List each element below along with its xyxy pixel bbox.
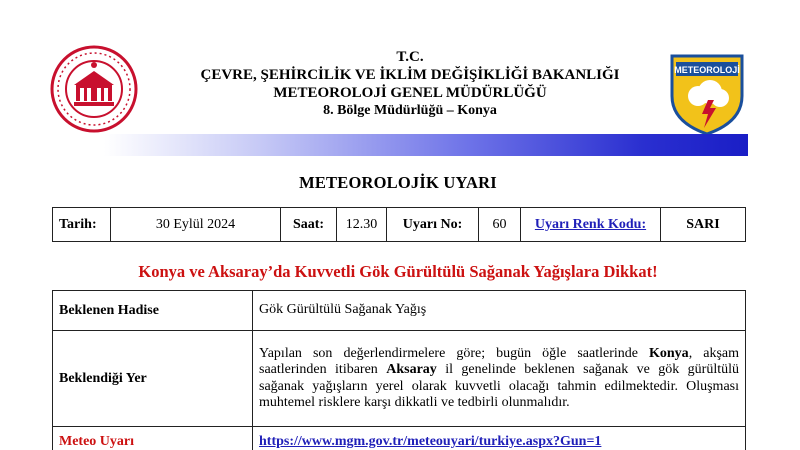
header-gradient-bar [48, 134, 748, 156]
location-text-2: , akşam saatlerinden itibaren [259, 345, 739, 377]
warning-meta-table [52, 207, 746, 242]
event-label: Beklenen Hadise [53, 291, 253, 331]
table-row [53, 427, 746, 450]
event-value: Gök Gürültülü Sağanak Yağış [253, 291, 746, 331]
location-text-3: il genelinde beklenen sağanak ve gök gürültülü sağanak yağışların yerel olarak kuvvetli olacağı tahmin edilmektedir. Oluşması muhtemel risklere karşı dikkatli ve tedbirli olunmalıdır. [259, 362, 739, 410]
color-code-value: SARI [661, 208, 746, 242]
meteoroloji-logo [668, 52, 746, 136]
meteo-warning-label: Meteo Uyarı [53, 427, 253, 450]
location-bold-konya: Konya [649, 345, 689, 361]
date-label: Tarih: [53, 208, 111, 242]
location-label: Beklendiği Yer [53, 331, 253, 427]
header-directorate: METEOROLOJİ GENEL MÜDÜRLÜĞÜ [273, 85, 547, 101]
color-code-label-cell [521, 208, 661, 242]
time-value: 12.30 [337, 208, 387, 242]
meteo-url-cell [253, 427, 746, 450]
location-text-1: Yapılan son değerlendirmelere göre; bugün öğle saatlerinde [259, 345, 649, 361]
date-value: 30 Eylül 2024 [111, 208, 281, 242]
header-tc: T.C. [396, 49, 424, 65]
warning-details-table [52, 290, 746, 450]
warning-headline: Konya ve Aksaray’da Kuvvetli Gök Gürültülü Sağanak Yağışlara Dikkat! [138, 262, 658, 281]
document-title: METEOROLOJİK UYARI [299, 173, 497, 192]
meta-row [53, 208, 746, 242]
ministry-seal-logo [50, 45, 138, 133]
warning-no-value: 60 [479, 208, 521, 242]
location-description [253, 331, 746, 427]
warning-no-label: Uyarı No: [387, 208, 479, 242]
color-code-link[interactable]: Uyarı Renk Kodu: [534, 216, 647, 232]
meteo-warning-link[interactable]: https://www.mgm.gov.tr/meteouyari/turkiye.aspx?Gun=1 [259, 433, 602, 449]
table-row [53, 291, 746, 331]
header-ministry: ÇEVRE, ŞEHİRCİLİK VE İKLİM DEĞİŞİKLİĞİ BAKANLIĞI [200, 67, 620, 83]
table-row [53, 331, 746, 427]
header-regional-office: 8. Bölge Müdürlüğü – Konya [323, 103, 497, 118]
time-label: Saat: [281, 208, 337, 242]
meteoroloji-logo-text: METEOROLOJİ [674, 65, 740, 75]
location-bold-aksaray: Aksaray [386, 362, 437, 377]
